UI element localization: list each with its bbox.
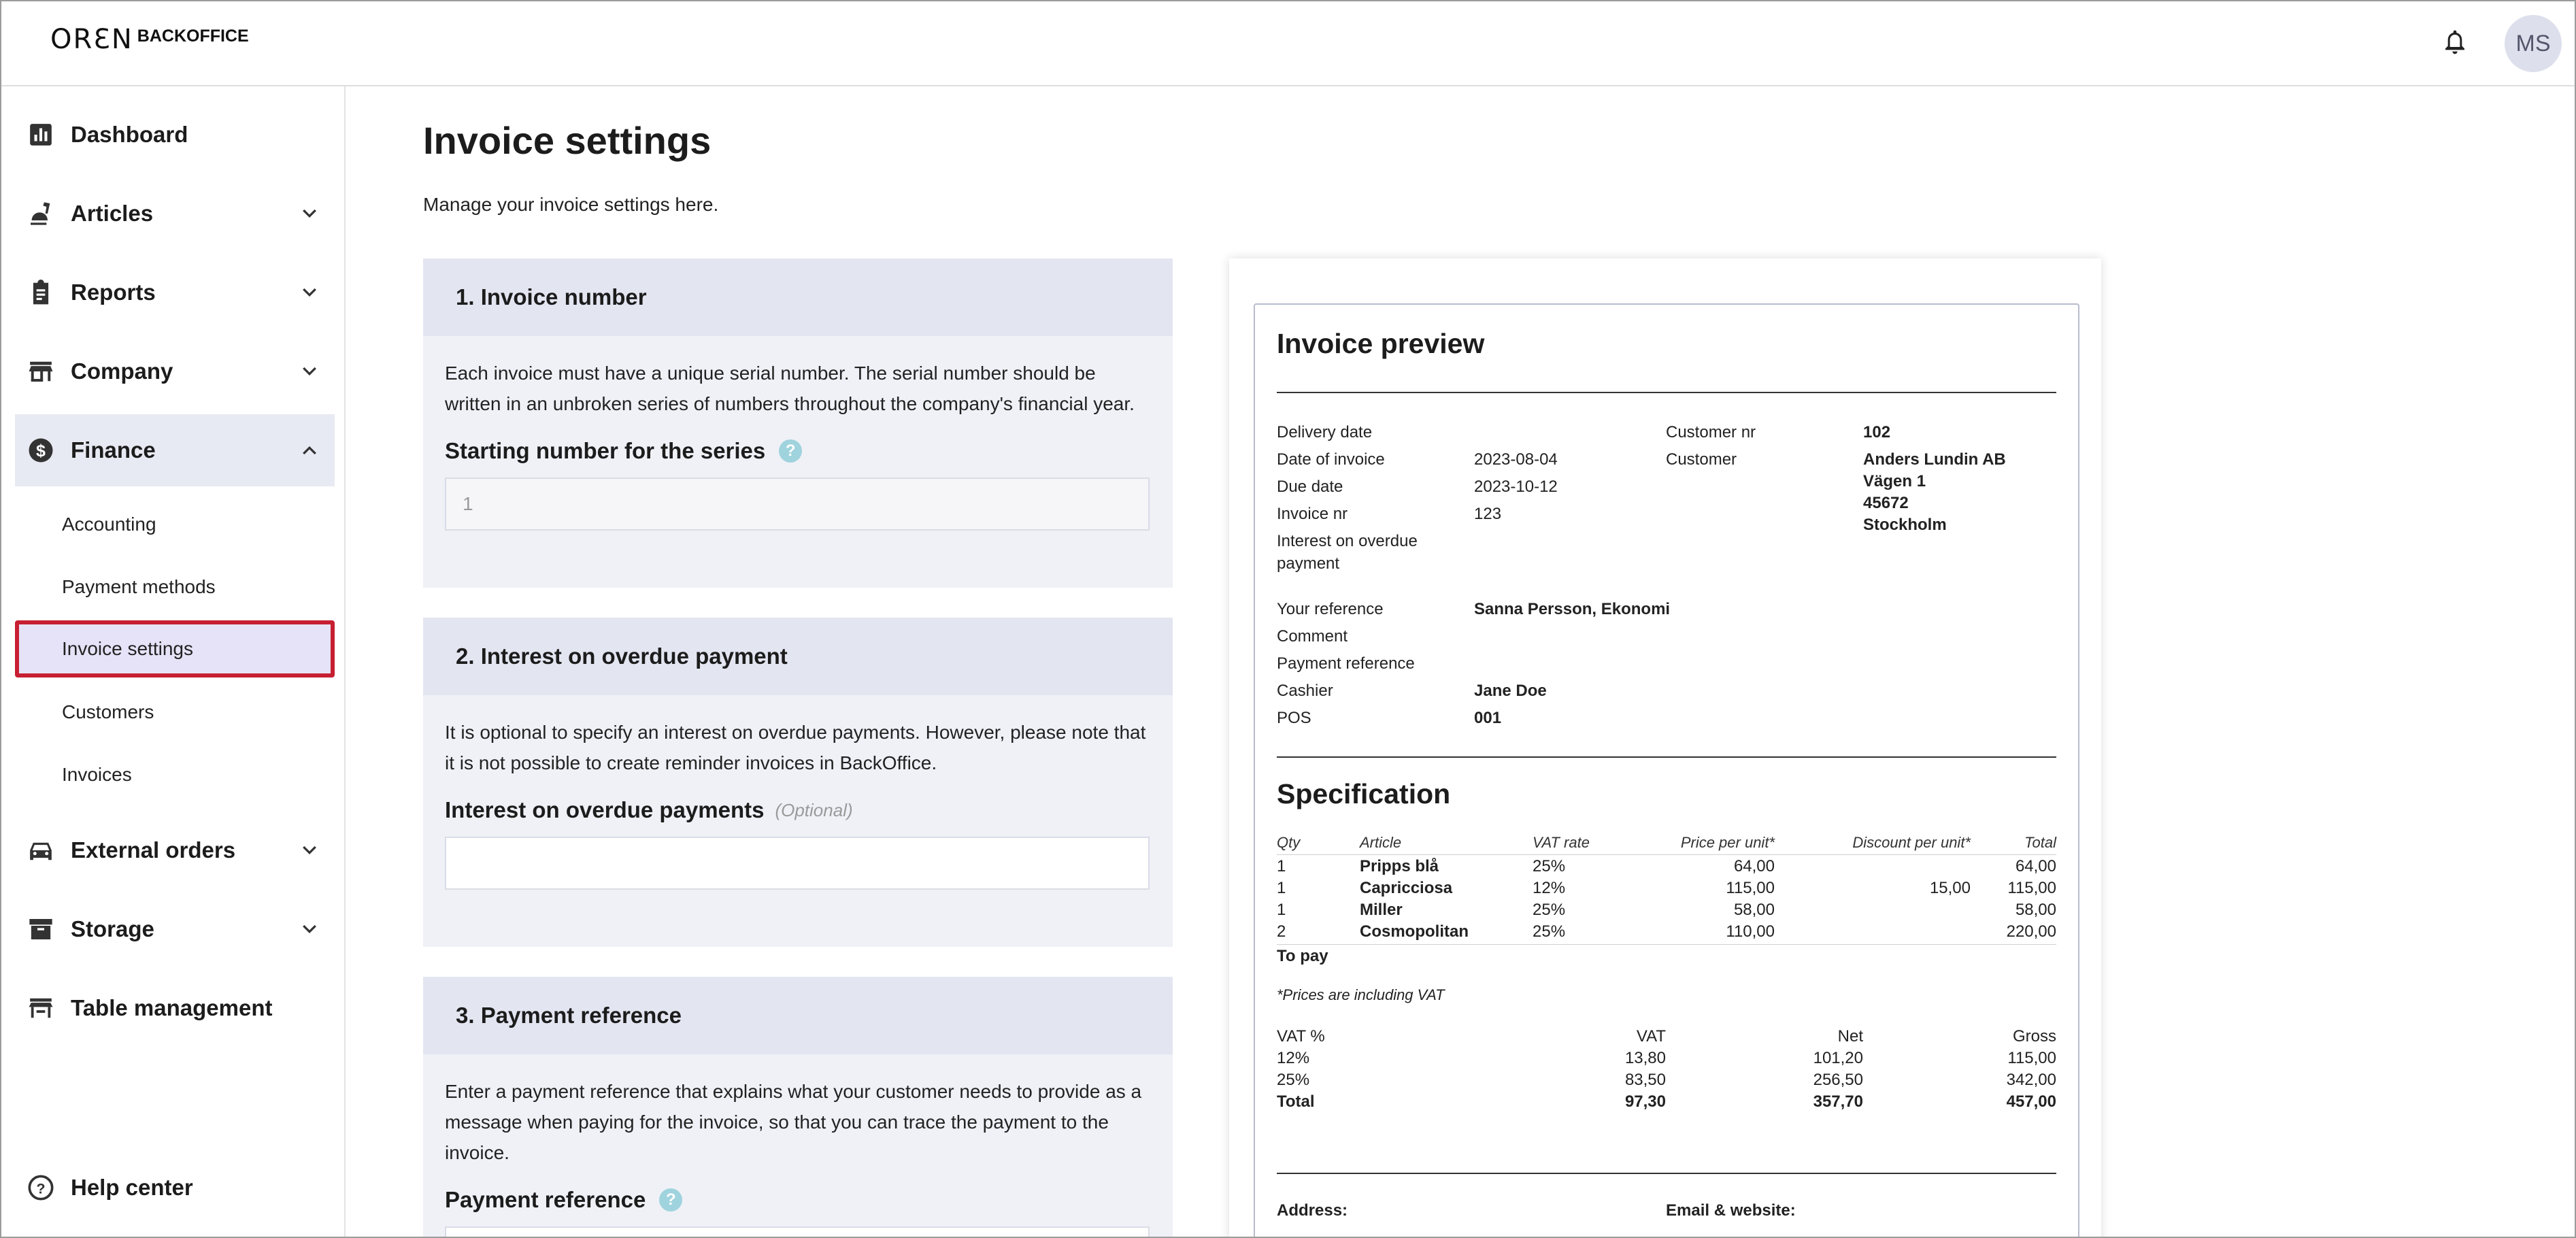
spec-qty: 1 bbox=[1277, 879, 1286, 897]
vat-gross: 115,00 bbox=[2007, 1049, 2056, 1067]
spec-total: 115,00 bbox=[2007, 879, 2056, 897]
label-comment: Comment bbox=[1277, 627, 1348, 646]
vat-note: *Prices are including VAT bbox=[1277, 986, 1445, 1003]
help-icon bbox=[24, 1171, 57, 1204]
chart-icon bbox=[24, 118, 57, 151]
vat-amount: 97,30 bbox=[1624, 1092, 1666, 1111]
section-heading: 2. Interest on overdue payment bbox=[423, 618, 1173, 695]
optional-tag: (Optional) bbox=[775, 799, 853, 820]
page-subtitle: Manage your invoice settings here. bbox=[423, 194, 719, 215]
field-label: Interest on overdue payments (Optional) bbox=[445, 797, 853, 822]
sidebar-item-label: Reports bbox=[71, 280, 156, 305]
table-icon bbox=[24, 992, 57, 1024]
spec-price: 110,00 bbox=[1726, 922, 1775, 941]
bell-icon[interactable] bbox=[2438, 26, 2472, 60]
vat-net: 101,20 bbox=[1813, 1049, 1863, 1067]
spec-vat: 25% bbox=[1533, 922, 1566, 941]
chevron-down-icon bbox=[299, 203, 320, 224]
sidebar-item-accounting[interactable] bbox=[15, 496, 335, 553]
customer-line: Anders Lundin AB bbox=[1863, 450, 2006, 469]
label-invoice-nr: Invoice nr bbox=[1277, 505, 1348, 523]
divider bbox=[1277, 944, 2056, 945]
sidebar-item-label: Storage bbox=[71, 916, 154, 941]
payment-reference-input[interactable] bbox=[445, 1226, 1150, 1238]
section-heading: 3. Payment reference bbox=[423, 977, 1173, 1054]
section-description: Enter a payment reference that explains what your customer needs to provide as a message when paying for the invoice, so that you can trace the payment to the invoice. bbox=[445, 1081, 1142, 1163]
svg-text:$: $ bbox=[36, 441, 46, 461]
divider bbox=[1277, 854, 2056, 855]
clipboard-icon bbox=[24, 276, 57, 309]
divider bbox=[1277, 756, 2056, 758]
divider bbox=[1277, 392, 2056, 393]
sidebar-item-dashboard[interactable] bbox=[15, 99, 335, 171]
help-icon[interactable]: ? bbox=[659, 1188, 682, 1211]
label-interest-2: payment bbox=[1277, 554, 1340, 573]
dollar-icon bbox=[24, 434, 57, 467]
sidebar-subitem-label: Payment methods bbox=[62, 576, 216, 597]
spec-header-total: Total bbox=[2024, 834, 2056, 851]
interest-input[interactable] bbox=[445, 837, 1150, 890]
help-icon[interactable]: ? bbox=[779, 439, 802, 463]
spec-price: 115,00 bbox=[1726, 879, 1775, 897]
vat-amount: 13,80 bbox=[1624, 1049, 1666, 1067]
spec-discount: 15,00 bbox=[1929, 879, 1971, 897]
preview-title: Invoice preview bbox=[1277, 328, 1485, 359]
vat-rate: 25% bbox=[1277, 1071, 1310, 1089]
email-label: Email & website: bbox=[1666, 1201, 1796, 1220]
to-pay-label: To pay bbox=[1277, 947, 1328, 965]
label-interest: Interest on overdue bbox=[1277, 532, 1418, 550]
spec-vat: 25% bbox=[1533, 901, 1566, 919]
section-description: Each invoice must have a unique serial number. The serial number should be written in an unbroken series of numbers throughout the company's financial year. bbox=[445, 363, 1135, 414]
page-title: Invoice settings bbox=[423, 119, 712, 162]
sidebar-item-storage[interactable] bbox=[15, 893, 335, 965]
starting-number-input[interactable]: 1 bbox=[445, 478, 1150, 531]
sidebar-item-company[interactable] bbox=[15, 335, 335, 407]
spec-header-vat-rate: VAT rate bbox=[1533, 834, 1590, 851]
value-customer-nr: 102 bbox=[1863, 423, 1891, 441]
chevron-up-icon bbox=[299, 440, 320, 461]
section-invoice-number bbox=[423, 258, 1173, 588]
spec-article: Capricciosa bbox=[1360, 879, 1453, 897]
spec-article: Miller bbox=[1360, 901, 1403, 919]
chevron-down-icon bbox=[299, 361, 320, 382]
value-date-of-invoice: 2023-08-04 bbox=[1474, 450, 1558, 469]
chevron-down-icon bbox=[299, 840, 320, 860]
vat-header-vat: VAT bbox=[1636, 1027, 1666, 1045]
label-your-reference: Your reference bbox=[1277, 600, 1384, 618]
vat-net: 357,70 bbox=[1813, 1092, 1863, 1111]
top-header bbox=[1, 1, 2575, 86]
chevron-down-icon bbox=[299, 919, 320, 939]
value-pos: 001 bbox=[1474, 709, 1502, 727]
chevron-down-icon bbox=[299, 282, 320, 303]
vat-net: 256,50 bbox=[1813, 1071, 1863, 1089]
value-invoice-nr: 123 bbox=[1474, 505, 1502, 523]
sidebar-item-invoice-settings[interactable] bbox=[15, 620, 335, 677]
sidebar-item-label: Articles bbox=[71, 201, 154, 226]
label-payment-reference: Payment reference bbox=[1277, 654, 1415, 673]
sidebar-item-reports[interactable] bbox=[15, 256, 335, 329]
spec-qty: 1 bbox=[1277, 857, 1286, 875]
vat-gross: 457,00 bbox=[2006, 1092, 2056, 1111]
invoice-preview bbox=[1254, 303, 2079, 1238]
spec-article: Cosmopolitan bbox=[1360, 922, 1469, 941]
sidebar-item-label: Help center bbox=[71, 1175, 193, 1200]
sidebar-item-table-management[interactable] bbox=[15, 972, 335, 1044]
customer-line: Vägen 1 bbox=[1863, 472, 1926, 490]
label-pos: POS bbox=[1277, 709, 1311, 727]
sidebar-subitem-label: Invoices bbox=[62, 764, 132, 785]
sidebar-item-invoices[interactable] bbox=[15, 746, 335, 803]
spec-header-article: Article bbox=[1360, 834, 1402, 851]
vat-gross: 342,00 bbox=[2006, 1071, 2056, 1089]
car-icon bbox=[24, 834, 57, 867]
spec-total: 58,00 bbox=[2015, 901, 2056, 919]
spec-price: 64,00 bbox=[1733, 857, 1775, 875]
store-icon bbox=[24, 355, 57, 388]
value-due-date: 2023-10-12 bbox=[1474, 478, 1558, 496]
vat-header-gross: Gross bbox=[2012, 1027, 2056, 1045]
sidebar bbox=[1, 86, 346, 1238]
sidebar-item-payment-methods[interactable] bbox=[15, 558, 335, 616]
sidebar-item-finance[interactable] bbox=[15, 414, 335, 486]
spec-header-discount: Discount per unit* bbox=[1852, 834, 1971, 851]
spec-header-price: Price per unit* bbox=[1680, 834, 1775, 851]
section-description: It is optional to specify an interest on overdue payments. However, please note that it is not possible to create reminder invoices in BackOffice. bbox=[445, 722, 1146, 773]
field-label: Payment reference ? bbox=[445, 1187, 1151, 1213]
section-interest bbox=[423, 618, 1173, 947]
spec-vat: 25% bbox=[1533, 857, 1566, 875]
customer-line: Stockholm bbox=[1863, 516, 1947, 534]
section-payment-reference bbox=[423, 977, 1173, 1238]
spec-qty: 1 bbox=[1277, 901, 1286, 919]
label-due-date: Due date bbox=[1277, 478, 1343, 496]
spec-total: 220,00 bbox=[2006, 922, 2056, 941]
spec-vat: 12% bbox=[1533, 879, 1566, 897]
vat-rate: 12% bbox=[1277, 1049, 1310, 1067]
sidebar-item-label: Table management bbox=[71, 995, 273, 1020]
spec-qty: 2 bbox=[1277, 922, 1286, 941]
sidebar-item-help-center[interactable] bbox=[15, 1152, 335, 1224]
spec-price: 58,00 bbox=[1733, 901, 1775, 919]
spec-header-qty: Qty bbox=[1277, 834, 1301, 851]
section-heading: 1. Invoice number bbox=[423, 258, 1173, 336]
label-cashier: Cashier bbox=[1277, 682, 1333, 700]
spec-total: 64,00 bbox=[2015, 857, 2056, 875]
sidebar-item-external-orders[interactable] bbox=[15, 814, 335, 886]
vat-header-net: Net bbox=[1837, 1027, 1863, 1045]
value-cashier: Jane Doe bbox=[1474, 682, 1547, 700]
vat-header-rate: VAT % bbox=[1277, 1027, 1325, 1045]
sidebar-subitem-label: Customers bbox=[62, 701, 154, 722]
logo-text: BACKOFFICE bbox=[137, 27, 249, 46]
logo[interactable] bbox=[50, 24, 249, 54]
label-delivery-date: Delivery date bbox=[1277, 423, 1373, 441]
sidebar-item-label: External orders bbox=[71, 837, 236, 863]
sidebar-subitem-label: Invoice settings bbox=[62, 638, 193, 659]
svg-text:?: ? bbox=[36, 1180, 46, 1197]
sidebar-item-customers[interactable] bbox=[15, 684, 335, 741]
sidebar-item-articles[interactable] bbox=[15, 178, 335, 250]
logo-mark: ORƐN bbox=[50, 24, 133, 55]
spec-article: Pripps blå bbox=[1360, 857, 1439, 875]
divider bbox=[1277, 1173, 2056, 1174]
field-label: Starting number for the series ? bbox=[445, 438, 1151, 464]
label-date-of-invoice: Date of invoice bbox=[1277, 450, 1385, 469]
label-customer-nr: Customer nr bbox=[1666, 423, 1756, 441]
sidebar-item-label: Finance bbox=[71, 437, 156, 463]
archive-icon bbox=[24, 913, 57, 946]
avatar[interactable]: MS bbox=[2505, 15, 2562, 72]
value-your-reference: Sanna Persson, Ekonomi bbox=[1474, 600, 1671, 618]
vat-amount: 83,50 bbox=[1624, 1071, 1666, 1089]
articles-icon bbox=[24, 197, 57, 230]
specification-title: Specification bbox=[1277, 778, 1451, 809]
vat-rate: Total bbox=[1277, 1092, 1315, 1111]
sidebar-subitem-label: Accounting bbox=[62, 514, 156, 535]
sidebar-item-label: Dashboard bbox=[71, 122, 188, 147]
sidebar-item-label: Company bbox=[71, 358, 173, 384]
customer-line: 45672 bbox=[1863, 494, 1909, 512]
address-label: Address: bbox=[1277, 1201, 1348, 1220]
invoice-preview-card bbox=[1229, 258, 2101, 1238]
label-customer: Customer bbox=[1666, 450, 1737, 469]
